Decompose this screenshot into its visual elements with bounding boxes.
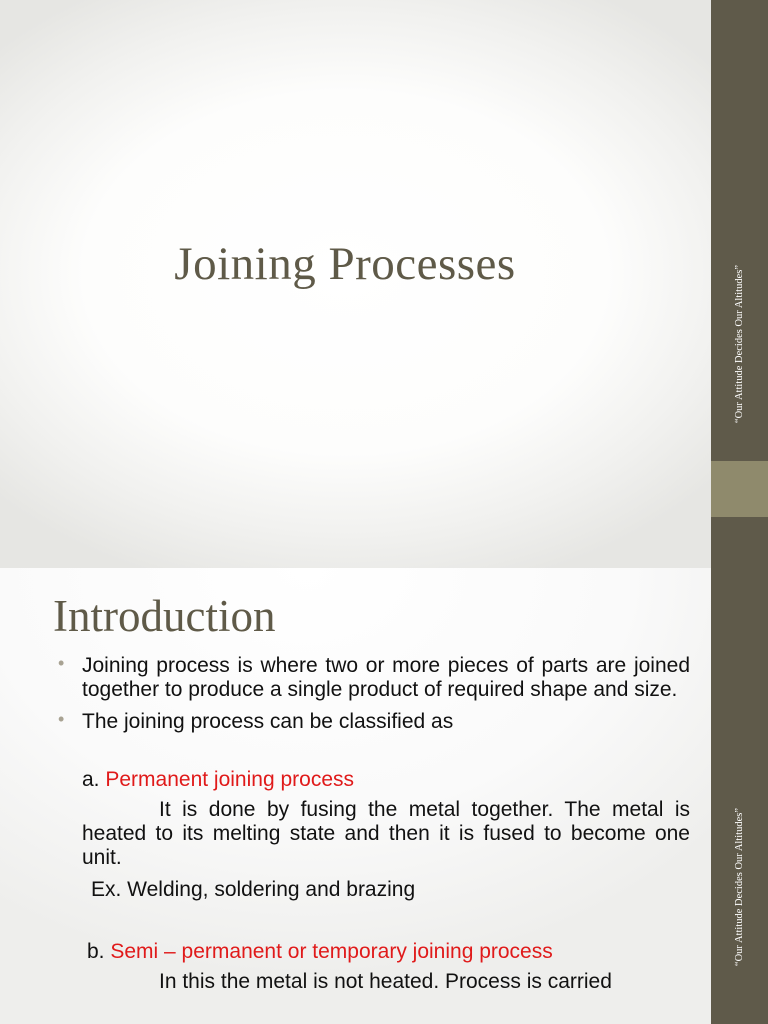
sidebar	[711, 568, 768, 1024]
item-example: Ex. Welding, soldering and brazing	[91, 878, 416, 901]
item-label: Semi – permanent or temporary joining process	[110, 940, 553, 963]
classification-item-b	[87, 940, 690, 964]
item-label: Permanent joining process	[105, 768, 354, 791]
bullet-item: • The joining process can be classified as	[58, 710, 690, 734]
item-prefix: a.	[82, 768, 106, 791]
introduction-slide	[0, 568, 768, 1024]
sidebar-accent-block	[711, 461, 768, 517]
classification-item-a	[82, 768, 690, 792]
item-description: In this the metal is not heated. Process is carried	[159, 970, 612, 993]
sidebar-quote: “Our Attitude Decides Our Altitudes”	[734, 808, 745, 967]
sidebar-quote: “Our Attitude Decides Our Altitudes”	[734, 265, 745, 424]
slide-heading: Introduction	[53, 591, 276, 641]
item-description: It is done by fusing the metal together. The metal is heated to its melting state and then it is fused to become one unit.	[82, 798, 690, 869]
item-prefix: b.	[87, 940, 111, 963]
bullet-item: • Joining process is where two or more pieces of parts are joined together to produce a single product of required shape and size.	[58, 654, 690, 702]
slide-title: Joining Processes	[174, 238, 516, 290]
slide-body	[58, 654, 690, 994]
